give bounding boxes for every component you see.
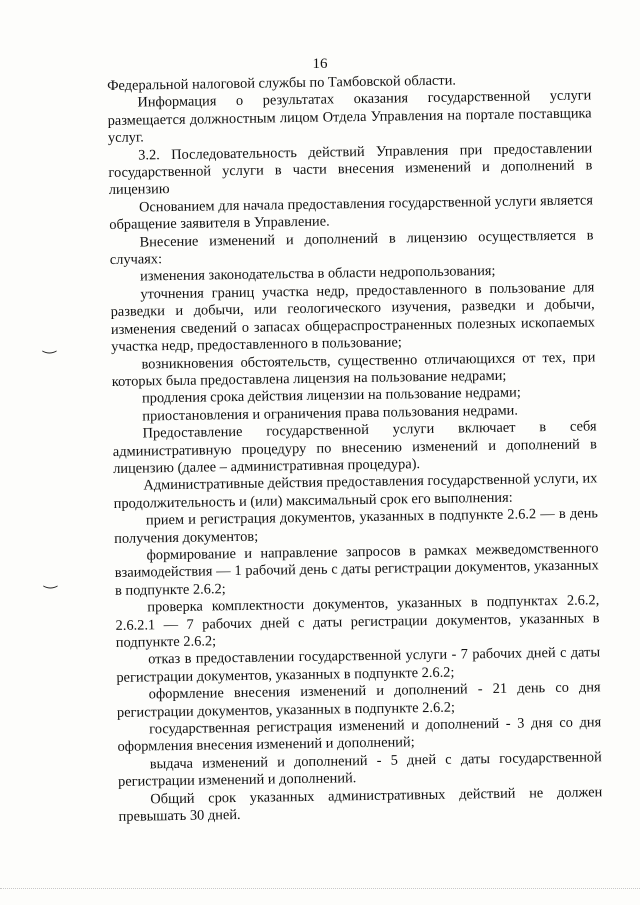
scan-edge-line: [0, 888, 640, 889]
paragraph: уточнения границ участка недр, предоставленного в пользование для разведки и добычи, или геологического изучения, разведки и добычи, изменения сведений о запасах общераспространенных полезных ископаемых участка недр, предоставленного в пользование;: [110, 279, 596, 356]
paragraph: возникновения обстоятельств, существенно отличающихся от тех, при которых была предоставлена лицензия на пользование недрами;: [111, 348, 596, 390]
paragraph: государственная регистрация изменений и дополнений - 3 дня со дня оформления внесения изменений и дополнений;: [117, 714, 602, 756]
paragraph: Предоставление государственной услуги включает в себя административную процедуру по внесению изменений и дополнений в лицензию (далее – административная процедура).: [112, 418, 597, 477]
paragraph: прием и регистрация документов, указанных в подпункте 2.6.2 — в день получения документов;: [114, 505, 599, 547]
paragraph: проверка комплектности документов, указанных в подпунктах 2.6.2, 2.6.2.1 — 7 рабочих дней с даты регистрации документов, указанных в подпункте 2.6.2;: [115, 592, 600, 651]
paragraph: Административные действия предоставления государственной услуги, их продолжительность и (или) максимальный срок его выполнения:: [113, 470, 598, 512]
paragraph: приостановления и ограничения права пользования недрами.: [142, 402, 519, 425]
paragraph: отказ в предоставлении государственной услуги - 7 рабочих дней с даты регистрации документов, указанных в подпункте 2.6.2;: [116, 644, 601, 686]
paragraph: Федеральной налоговой службы по Тамбовской области.: [107, 72, 457, 94]
margin-mark: ‿: [43, 337, 56, 354]
page-number: 16: [312, 56, 328, 72]
paragraph: выдача изменений и дополнений - 5 дней с даты государственной регистрации изменений и дополнений.: [117, 749, 602, 791]
document-body: [107, 70, 603, 826]
paragraph: 3.2. Последовательность действий Управления при предоставлении государственной услуги в части внесения изменений и дополнений в лицензию: [108, 140, 593, 199]
paragraph: Основанием для начала предоставления государственной услуги является обращение заявителя в Управление.: [109, 192, 594, 234]
paragraph: Общий срок указанных административных действий не должен превышать 30 дней.: [118, 783, 603, 825]
paragraph: Информация о результатах оказания государственной услуги размещается должностным лицом Отдела Управления на портале поставщика услуг.: [107, 87, 592, 147]
paragraph: оформление внесения изменений и дополнений - 21 день со дня регистрации документов, указанных в подпункте 2.6.2;: [116, 679, 601, 721]
paragraph: формирование и направление запросов в рамках межведомственного взаимодействия — 1 рабочий день с даты регистрации документов, указанных в подпункте 2.6.2;: [114, 540, 599, 599]
paragraph: продления срока действия лицензии на пользование недрами;: [141, 384, 521, 407]
margin-mark: ‿: [44, 572, 57, 589]
paragraph: изменения законодательства в области недропользования;: [140, 263, 496, 285]
paragraph: Внесение изменений и дополнений в лицензию осуществляется в случаях:: [109, 227, 594, 269]
